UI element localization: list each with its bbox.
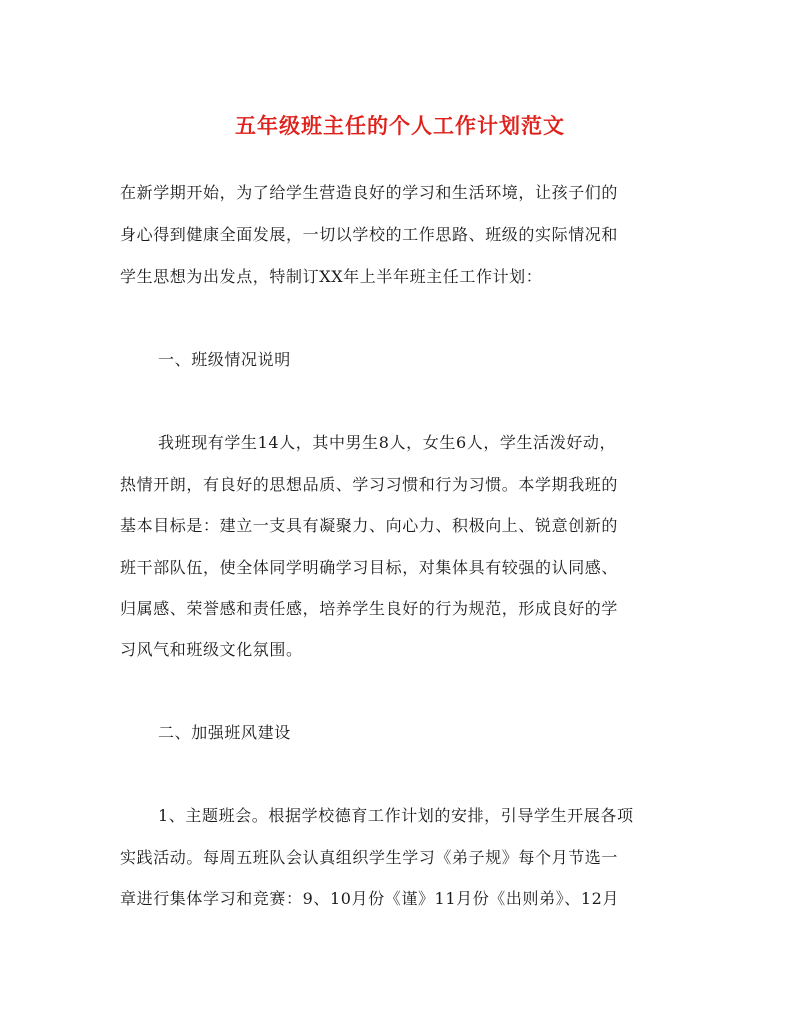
section-heading: 一、班级情况说明 xyxy=(158,350,291,369)
paragraph-line: 我班现有学生14人，其中男生8人，女生6人，学生活泼好动， xyxy=(158,433,617,452)
paragraph-line: 班干部队伍，使全体同学明确学习目标，对集体具有较强的认同感、 xyxy=(120,558,619,577)
intro-line: 身心得到健康全面发展，一切以学校的工作思路、班级的实际情况和 xyxy=(120,225,619,244)
paragraph-line: 1、主题班会。根据学校德育工作计划的安排，引导学生开展各项 xyxy=(158,806,634,825)
paragraph-line: 章进行集体学习和竞赛：9、10月份《谨》11月份《出则弟》、12月 xyxy=(120,889,620,908)
document-title: 五年级班主任的个人工作计划范文 xyxy=(235,113,565,138)
section-heading: 二、加强班风建设 xyxy=(158,723,291,742)
intro-line: 在新学期开始，为了给学生营造良好的学习和生活环境，让孩子们的 xyxy=(120,183,619,202)
paragraph-line: 习风气和班级文化氛围。 xyxy=(120,640,303,659)
paragraph-line: 热情开朗，有良好的思想品质、学习习惯和行为习惯。本学期我班的 xyxy=(120,475,619,494)
paragraph-line: 实践活动。每周五班队会认真组织学生学习《弟子规》每个月节选一 xyxy=(120,848,619,867)
intro-line: 学生思想为出发点，特制订XX年上半年班主任工作计划： xyxy=(120,267,543,286)
paragraph-line: 归属感、荣誉感和责任感，培养学生良好的行为规范，形成良好的学 xyxy=(120,599,619,618)
paragraph-line: 基本目标是：建立一支具有凝聚力、向心力、积极向上、锐意创新的 xyxy=(120,516,619,535)
